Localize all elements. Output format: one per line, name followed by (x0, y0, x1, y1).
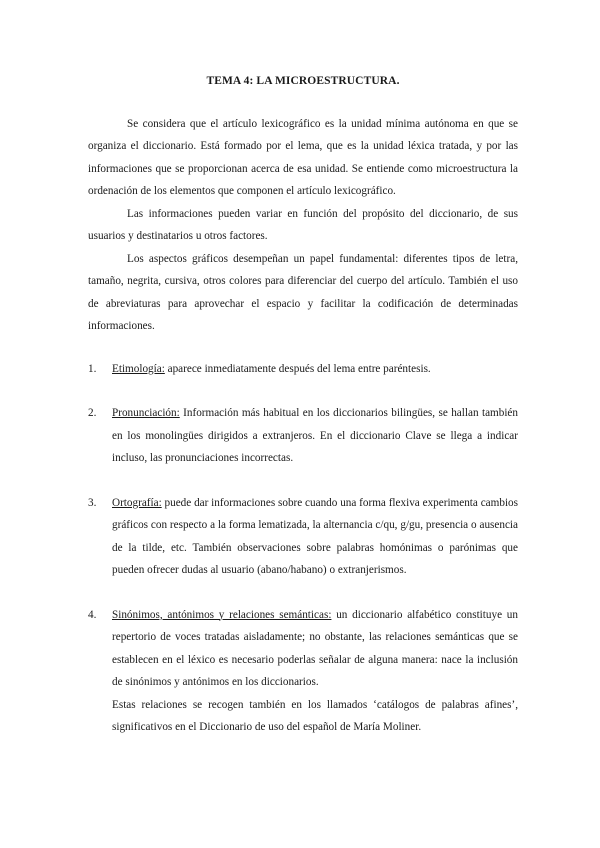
list-number: 2. (88, 407, 97, 419)
list-number: 3. (88, 496, 97, 509)
list-number: 1. (88, 362, 97, 375)
list-term: Sinónimos, antónimos y relaciones semánticas: (112, 608, 332, 621)
list-item (88, 604, 518, 739)
list-text: puede dar informaciones sobre cuando una forma flexiva experimenta cambios gráficos con respecto a la forma lematizada, la alternancia c/qu, g/gu, presencia o ausencia de la tilde, etc. También observaciones sobre palabras homónimas o parónimas que pueden ofrecer dudas al usuario (abano/habano) o extranjerismos. (112, 496, 518, 576)
list-number: 4. (88, 608, 97, 621)
page-title: TEMA 4: LA MICROESTRUCTURA. (206, 75, 400, 87)
numbered-list (88, 358, 518, 739)
list-term: Ortografía: (112, 496, 162, 509)
list-text: un diccionario alfabético constituye un repertorio de voces tratadas aisladamente; no obstante, las relaciones semánticas que se establecen en el léxico es necesario poderlas señalar de alguna manera: nace la inclusión de sinónimos y antónimos en los diccionarios. (112, 608, 518, 688)
list-item (88, 358, 518, 381)
intro-paragraph: Las informaciones pueden variar en función del propósito del diccionario, de sus usuarios y destinatarios u otros factores. (88, 207, 518, 242)
list-term: Etimología: (112, 362, 165, 375)
list-text: Información más habitual en los diccionarios bilingües, se hallan también en los monolingües dirigidos a extranjeros. En el diccionario Clave se llega a indicar incluso, las pronunciaciones incorrectas. (112, 407, 518, 464)
list-term: Pronunciación: (112, 407, 180, 419)
list-item (88, 402, 518, 470)
intro-paragraph: Los aspectos gráficos desempeñan un papel fundamental: diferentes tipos de letra, tamaño, negrita, cursiva, otros colores para diferenciar del cuerpo del artículo. También el uso de abreviaturas para aprovechar el espacio y facilitar la codificación de determinadas informaciones. (88, 252, 518, 332)
list-text: aparece inmediatamente después del lema entre paréntesis. (164, 362, 431, 375)
list-item (88, 492, 518, 582)
intro-paragraph: Se considera que el artículo lexicográfico es la unidad mínima autónoma en que se organiza el diccionario. Está formado por el lema, que es la unidad léxica tratada, y por las informaciones que se proporcionan acerca de esa unidad. Se entiende como microestructura la ordenación de los elementos que componen el artículo lexicográfico. (88, 117, 518, 197)
list-extra-text: Estas relaciones se recogen también en los llamados ‘catálogos de palabras afines’, significativos en el Diccionario de uso del español de María Moliner. (112, 698, 518, 733)
